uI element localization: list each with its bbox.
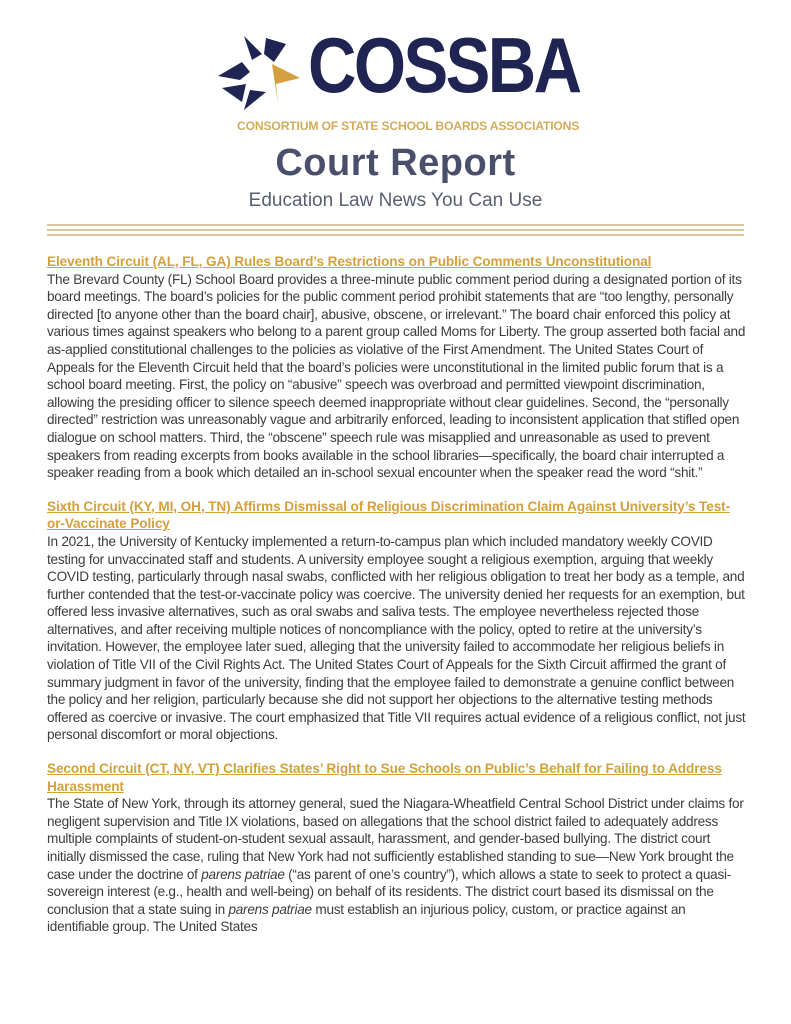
article: [47, 498, 747, 744]
star-icon: [214, 32, 304, 112]
article-body: [47, 271, 747, 482]
page-title: Court Report: [275, 142, 516, 184]
article: [47, 760, 747, 936]
article-heading-link[interactable]: Eleventh Circuit (AL, FL, GA) Rules Board’s Restrictions on Public Comments Unconstitutional: [47, 254, 652, 269]
articles-list: [47, 253, 747, 952]
body-text: (“as parent of one’s country”), which allows a state to seek to protect a quasi-sovereign interest (e.g., health and well-being) on behalf of its residents. The district court based its dismissal on the conclusion that a state suing in: [47, 866, 732, 917]
divider-line: [47, 234, 744, 236]
divider-rules: [47, 224, 744, 239]
divider-line: [47, 224, 744, 226]
logo-wordmark: COSSBA: [308, 21, 580, 109]
cossba-logo: [214, 21, 584, 137]
body-text: must establish an injurious policy, custom, or practice against an identifiable group. The United States: [47, 901, 686, 935]
italic-term: parens patriae: [228, 901, 312, 917]
divider-line: [47, 229, 744, 231]
article: [47, 253, 747, 482]
article-heading-link[interactable]: Sixth Circuit (KY, MI, OH, TN) Affirms Dismissal of Religious Discrimination Claim Against University’s Test-or-Vaccinate Policy: [47, 498, 731, 532]
article-body: [47, 795, 747, 936]
article-body: [47, 533, 747, 744]
body-text: The State of New York, through its attorney general, sued the Niagara-Wheatfield Central School District under claims for negligent supervision and Title IX violations, based on allegations that the school district failed to adequately address multiple complaints of student-on-student sexual assault, harassment, and gender-based bullying. The district court initially dismissed the case, ruling that New York had not sufficiently established standing to sue—New York brought the case under the doctrine of: [47, 796, 744, 882]
page-subtitle: Education Law News You Can Use: [248, 190, 543, 211]
logo-subtitle: CONSORTIUM OF STATE SCHOOL BOARDS ASSOCIATIONS: [237, 119, 580, 133]
body-text: The Brevard County (FL) School Board provides a three-minute public comment period during a designated portion of its board meetings. The board’s policies for the public comment period prohibit statements that are “too lengthy, personally directed [to anyone other than the board chair], abusive, obscene, or irrelevant.” The board chair enforced this policy at various times against speakers who belong to a parent group called Moms for Liberty. The group asserted both facial and as-applied constitutional challenges to the policies as violative of the First Amendment. The United States Court of Appeals for the Eleventh Circuit held that the board’s policies were unconstitutional in the limited public forum that is a school board meeting. First, the policy on “abusive” speech was overbroad and permitted viewpoint discrimination, allowing the presiding officer to silence speech deemed inappropriate without clear guidelines. Second, the “personally directed” restriction was unreasonably vague and arbitrarily enforced, leading to inconsistent application that stifled open dialogue on school matters. Third, the “obscene” speech rule was misapplied and unreasonable as used to prevent speakers from reading excerpts from books available in the school libraries—specifically, the board chair interrupted a speaker reading from a book which detailed an in-school sexual encounter when the speaker read the word “shit.”: [47, 271, 746, 481]
italic-term: parens patriae: [201, 866, 285, 882]
article-heading-link[interactable]: Second Circuit (CT, NY, VT) Clarifies States’ Right to Sue Schools on Public’s Behalf for Failing to Address Harassment: [47, 761, 722, 794]
body-text: In 2021, the University of Kentucky implemented a return-to-campus plan which included mandatory weekly COVID testing for unvaccinated staff and students. A university employee sought a religious exemption, arguing that weekly COVID testing, particularly through nasal swabs, conflicted with her religious obligation to treat her body as a temple, and further contended that the test-or-vaccinate policy was coercive. The university denied her requests for an exemption, but offered less invasive alternatives, such as oral swabs and saliva tests. The employee nevertheless rejected those alternatives, and after receiving multiple notices of noncompliance with the policy, opted to retire at the university’s invitation. However, the employee later sued, alleging that the university failed to accommodate her religious beliefs in violation of Title VII of the Civil Rights Act. The United States Court of Appeals for the Sixth Circuit affirmed the grant of summary judgment in favor of the university, finding that the employee failed to demonstrate a genuine conflict between the policy and her religion, particularly because she did not support her objections to the alternative testing methods offered as coercive or invasive. The court emphasized that Title VII requires actual evidence of a religious conflict, not just personal discomfort or moral objections.: [47, 533, 746, 743]
